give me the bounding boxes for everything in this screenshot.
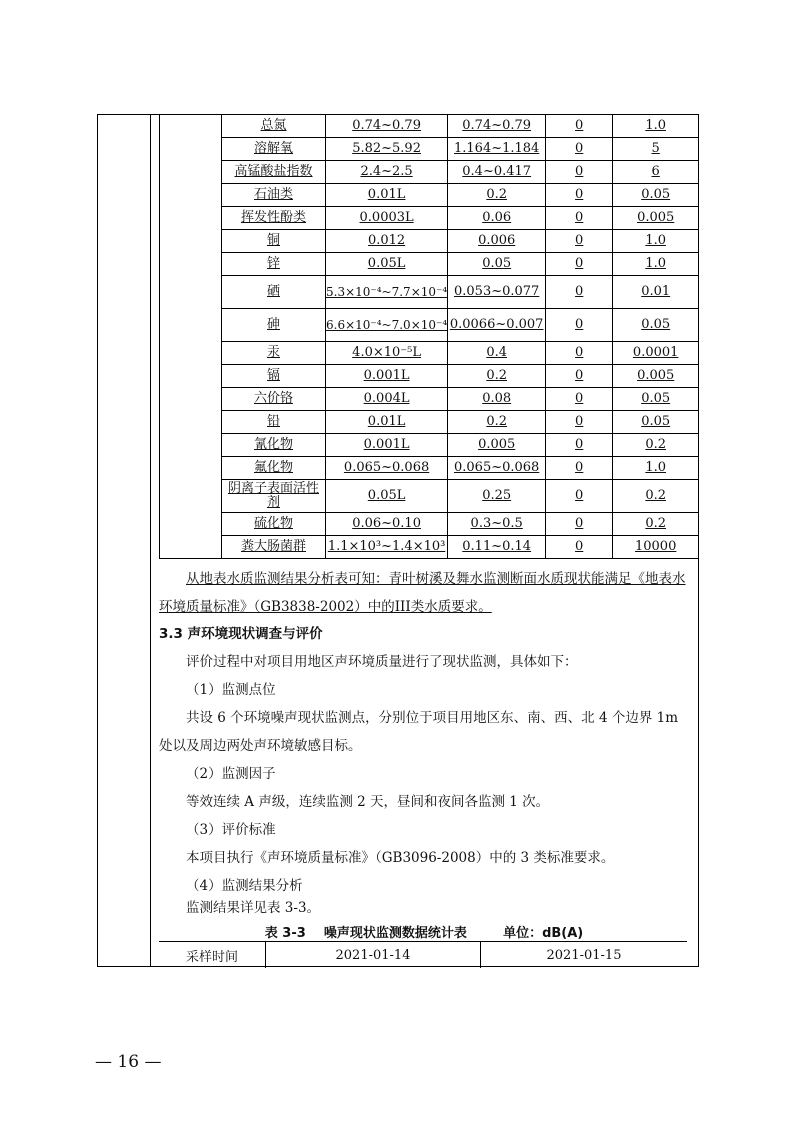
standard-limit: 6 (613, 161, 699, 184)
subheading-evaluation-standard: （3）评价标准 (186, 822, 276, 838)
standard-limit: 1.0 (613, 115, 699, 138)
date-2: 2021-01-15 (481, 942, 688, 969)
group-cell (160, 115, 222, 138)
measured-value: 6.6×10⁻⁴~7.0×10⁻⁴ (326, 309, 448, 342)
exceed-rate: 0 (546, 513, 613, 536)
parameter-name: 阴离子表面活性剂 (222, 480, 326, 513)
parameter-name: 高锰酸盐指数 (222, 161, 326, 184)
group-cell (160, 434, 222, 457)
table-row (160, 276, 699, 309)
measured-value: 1.1×10³~1.4×10³ (326, 536, 448, 559)
measured-value: 0.004L (326, 388, 448, 411)
measured-value: 0.74~0.79 (326, 115, 448, 138)
exceed-rate: 0 (546, 434, 613, 457)
measured-value: 0.001L (326, 434, 448, 457)
standard-limit: 0.05 (613, 309, 699, 342)
measured-value: 0.06~0.10 (326, 513, 448, 536)
parameter-name: 石油类 (222, 184, 326, 207)
parameter-name: 溶解氧 (222, 138, 326, 161)
standard-limit: 0.2 (613, 434, 699, 457)
group-cell (160, 161, 222, 184)
parameter-name: 铅 (222, 411, 326, 434)
measured-value: 0.05L (326, 253, 448, 276)
subheading-monitoring-factors: （2）监测因子 (186, 766, 276, 782)
standard-limit: 5 (613, 138, 699, 161)
parameter-name: 氰化物 (222, 434, 326, 457)
frame-inner-divider (150, 114, 151, 967)
standard-index: 0.11~0.14 (448, 536, 546, 559)
standard-index: 1.164~1.184 (448, 138, 546, 161)
exceed-rate: 0 (546, 411, 613, 434)
group-cell (160, 513, 222, 536)
exceed-rate: 0 (546, 230, 613, 253)
standard-limit: 1.0 (613, 253, 699, 276)
measured-value: 0.065~0.068 (326, 457, 448, 480)
exceed-rate: 0 (546, 536, 613, 559)
parameter-name: 镉 (222, 365, 326, 388)
date-1: 2021-01-14 (266, 942, 481, 969)
standard-limit: 0.005 (613, 207, 699, 230)
table-row (160, 434, 699, 457)
sampling-time-label: 采样时间 (159, 942, 266, 969)
parameter-name: 氟化物 (222, 457, 326, 480)
exceed-rate: 0 (546, 480, 613, 513)
water-conclusion: 从地表水质监测结果分析表可知：青叶树溪及舞水监测断面水质现状能满足《地表水环境质量标准》（GB3838-2002）中的III类水质要求。 (159, 571, 686, 615)
standard-index: 0.74~0.79 (448, 115, 546, 138)
exceed-rate: 0 (546, 161, 613, 184)
parameter-name: 硫化物 (222, 513, 326, 536)
measured-value: 0.05L (326, 480, 448, 513)
table-row (160, 411, 699, 434)
standard-index: 0.25 (448, 480, 546, 513)
group-cell (160, 388, 222, 411)
exceed-rate: 0 (546, 309, 613, 342)
parameter-name: 六价铬 (222, 388, 326, 411)
table-row (160, 161, 699, 184)
measured-value: 5.3×10⁻⁴~7.7×10⁻⁴ (326, 276, 448, 309)
parameter-name: 挥发性酚类 (222, 207, 326, 230)
parameter-name: 硒 (222, 276, 326, 309)
group-cell (160, 138, 222, 161)
parameter-name: 铜 (222, 230, 326, 253)
page-number: — 16 — (95, 1052, 162, 1072)
group-cell (160, 276, 222, 309)
group-cell (160, 184, 222, 207)
measured-value: 5.82~5.92 (326, 138, 448, 161)
standard-index: 0.4~0.417 (448, 161, 546, 184)
exceed-rate: 0 (546, 457, 613, 480)
standard-index: 0.06 (448, 207, 546, 230)
exceed-rate: 0 (546, 115, 613, 138)
standard-index: 0.006 (448, 230, 546, 253)
table-row (160, 388, 699, 411)
exceed-rate: 0 (546, 276, 613, 309)
standard-index: 0.0066~0.007 (448, 309, 546, 342)
standard-index: 0.05 (448, 253, 546, 276)
parameter-name: 总氮 (222, 115, 326, 138)
standard-limit: 0.005 (613, 365, 699, 388)
noise-table-caption: 表 3-3 噪声现状监测数据统计表 单位：dB(A) (264, 926, 584, 941)
parameter-name: 汞 (222, 342, 326, 365)
evaluation-standard-body: 本项目执行《声环境质量标准》（GB3096-2008）中的 3 类标准要求。 (186, 850, 615, 866)
water-quality-table (159, 114, 699, 559)
standard-index: 0.065~0.068 (448, 457, 546, 480)
subheading-monitoring-points: （1）监测点位 (186, 682, 276, 698)
exceed-rate: 0 (546, 138, 613, 161)
standard-index: 0.005 (448, 434, 546, 457)
noise-table-header-row (159, 942, 687, 969)
standard-index: 0.2 (448, 365, 546, 388)
exceed-rate: 0 (546, 253, 613, 276)
monitoring-factors-body: 等效连续 A 声级，连续监测 2 天，昼间和夜间各监测 1 次。 (186, 794, 550, 810)
standard-limit: 0.05 (613, 388, 699, 411)
standard-index: 0.08 (448, 388, 546, 411)
result-analysis-body: 监测结果详见表 3-3。 (186, 900, 321, 916)
measured-value: 0.012 (326, 230, 448, 253)
standard-index: 0.2 (448, 184, 546, 207)
noise-table (159, 941, 687, 968)
standard-index: 0.2 (448, 411, 546, 434)
measured-value: 0.01L (326, 411, 448, 434)
table-row (160, 342, 699, 365)
section-heading: 3.3 声环境现状调查与评价 (159, 626, 323, 642)
standard-limit: 10000 (613, 536, 699, 559)
parameter-name: 锌 (222, 253, 326, 276)
standard-limit: 0.05 (613, 411, 699, 434)
parameter-name: 砷 (222, 309, 326, 342)
group-cell (160, 365, 222, 388)
measured-value: 4.0×10⁻⁵L (326, 342, 448, 365)
exceed-rate: 0 (546, 365, 613, 388)
exceed-rate: 0 (546, 184, 613, 207)
group-cell (160, 253, 222, 276)
intro-paragraph: 评价过程中对项目用地区声环境质量进行了现状监测，具体如下： (186, 654, 578, 670)
group-cell (160, 207, 222, 230)
measured-value: 0.01L (326, 184, 448, 207)
standard-index: 0.053~0.077 (448, 276, 546, 309)
standard-index: 0.3~0.5 (448, 513, 546, 536)
monitoring-points-body: 共设 6 个环境噪声现状监测点，分别位于项目用地区东、南、西、北 4 个边界 1m 处以及周边两处声环境敏感目标。 (159, 710, 679, 754)
table-row (160, 207, 699, 230)
table-row (160, 230, 699, 253)
standard-limit: 0.2 (613, 480, 699, 513)
table-row (160, 309, 699, 342)
parameter-name: 粪大肠菌群 (222, 536, 326, 559)
group-cell (160, 480, 222, 513)
table-row (160, 536, 699, 559)
measured-value: 2.4~2.5 (326, 161, 448, 184)
table-row (160, 115, 699, 138)
standard-limit: 0.0001 (613, 342, 699, 365)
group-cell (160, 536, 222, 559)
exceed-rate: 0 (546, 207, 613, 230)
standard-limit: 1.0 (613, 457, 699, 480)
standard-limit: 0.2 (613, 513, 699, 536)
measured-value: 0.001L (326, 365, 448, 388)
standard-limit: 0.01 (613, 276, 699, 309)
measured-value: 0.0003L (326, 207, 448, 230)
group-cell (160, 309, 222, 342)
subheading-result-analysis: （4）监测结果分析 (186, 878, 303, 894)
table-row (160, 138, 699, 161)
table-row (160, 184, 699, 207)
group-cell (160, 230, 222, 253)
table-row (160, 365, 699, 388)
exceed-rate: 0 (546, 342, 613, 365)
group-cell (160, 457, 222, 480)
standard-limit: 0.05 (613, 184, 699, 207)
table-row (160, 513, 699, 536)
exceed-rate: 0 (546, 388, 613, 411)
table-row (160, 457, 699, 480)
standard-limit: 1.0 (613, 230, 699, 253)
table-row (160, 480, 699, 513)
group-cell (160, 411, 222, 434)
group-cell (160, 342, 222, 365)
standard-index: 0.4 (448, 342, 546, 365)
table-row (160, 253, 699, 276)
